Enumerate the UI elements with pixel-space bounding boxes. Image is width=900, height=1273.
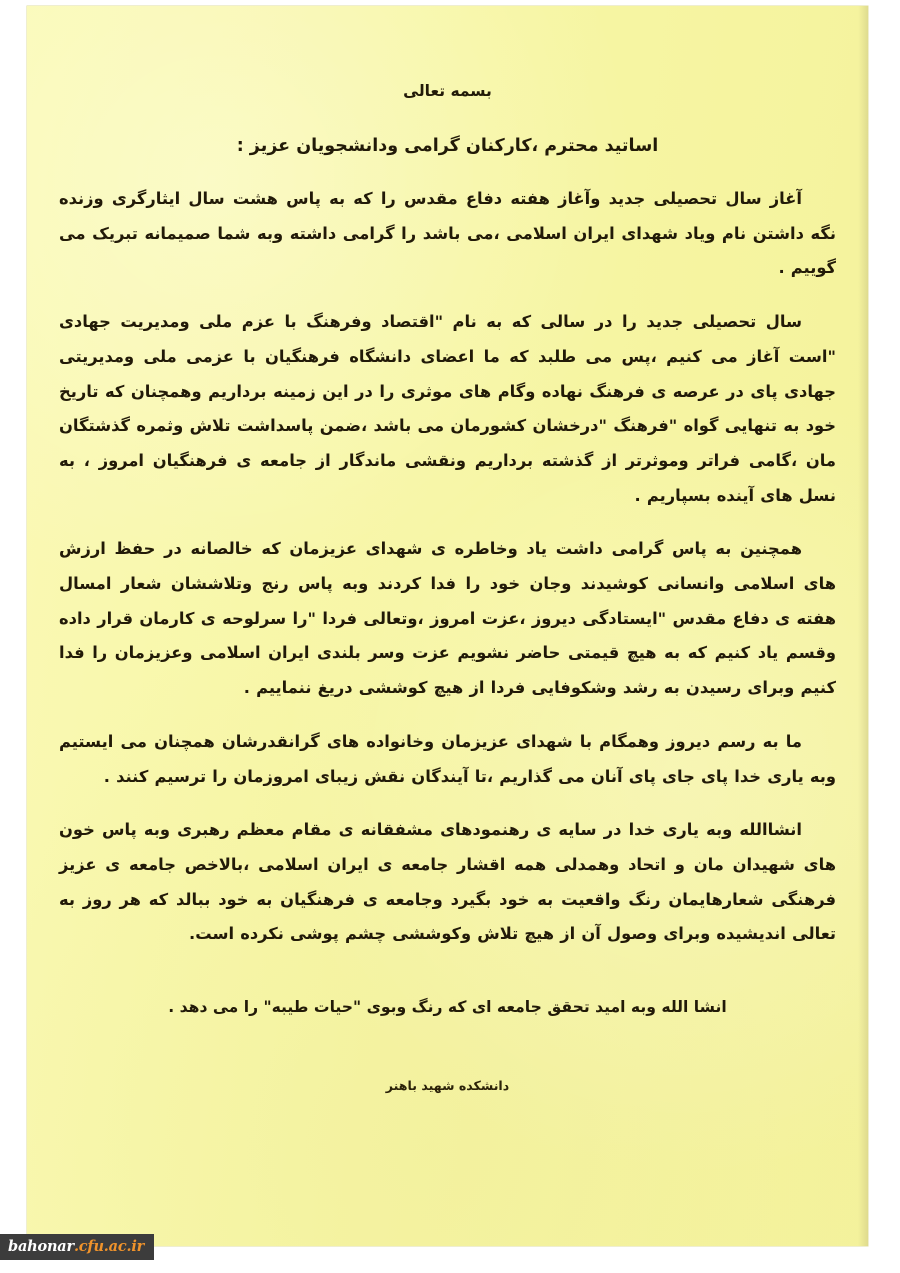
scanned-page <box>27 6 868 1246</box>
paragraph-2: سال تحصیلی جدید را در سالی که به نام "اقتصاد وفرهنگ با عزم ملی ومدیریت جهادی "است آغاز می کنیم ،پس می طلبد که ما اعضای دانشگاه فرهنگیان با عزمی ملی ومدیریتی جهادی پای در عرصه ی فرهنگ نهاده وگام های موثری را در این زمینه برداریم وهمچنان که تاریخ خود به تنهایی گواه "فرهنگ "درخشان کشورمان می باشد ،ضمن پاسداشت تلاش وثمره گذشتگان مان ،گامی فراتر وموثرتر از گذشته برداریم ونقشی ماندگار از جامعه ی فرهنگیان امروز ، به نسل های آینده بسپاریم . <box>59 312 836 505</box>
closing-line: انشا الله وبه امید تحقق جامعه ای که رنگ وبوی "حیات طیبه" را می دهد . <box>168 998 727 1017</box>
paragraph-3: همچنین به پاس گرامی داشت یاد وخاطره ی شهدای عزیزمان که خالصانه در حفظ ارزش های اسلامی وانسانی کوشیدند وجان خود را فدا کردند وبه پاس رنج وتلاششان شعار امسال هفته ی دفاع مقدس "ایستادگی دیروز ،عزت امروز ،وتعالی فردا "را سرلوحه ی کارمان قرار داده وقسم یاد کنیم که به هیچ قیمتی حاضر نشویم عزت وسر بلندی ایران اسلامی وعزیزمان را فدا کنیم وبرای رسیدن به رشد وشکوفایی فردا از هیچ کوششی دریغ ننماییم . <box>59 539 836 698</box>
bismillah-heading: بسمه تعالی <box>403 82 492 100</box>
signature-line: دانشکده شهید باهنر <box>385 1078 510 1094</box>
paragraph-1: آغاز سال تحصیلی جدید وآغاز هفته دفاع مقدس را که به پاس هشت سال ایثارگری وزنده نگه داشتن نام ویاد شهدای ایران اسلامی ،می باشد را گرامی داشته وبه شما صمیمانه تبریک می گوییم . <box>59 189 836 278</box>
paragraph-4: ما به رسم دیروز وهمگام با شهدای عزیزمان وخانواده های گرانقدرشان همچنان می ایستیم وبه یاری خدا پای جای پای آنان می گذاریم ،تا آیندگان نقش زیبای امروزمان را ترسیم کنند . <box>59 731 836 786</box>
watermark-site-domain: .cfu.ac.ir <box>73 1237 145 1255</box>
salutation-line: اساتید محترم ،کارکنان گرامی ودانشجویان عزیز : <box>236 136 659 156</box>
document-body <box>27 6 868 1246</box>
watermark-site-name: bahonar <box>8 1237 74 1255</box>
paragraph-5: انشاالله وبه یاری خدا در سایه ی رهنمودهای مشفقانه ی مقام معظم رهبری وبه پاس خون های شهیدان مان و اتحاد وهمدلی همه اقشار جامعه ی ایران اسلامی ،بالاخص جامعه ی عزیز فرهنگی شعارهایمان رنگ واقعیت به خود بگیرد وجامعه ی فرهنگیان به خود ببالد که هر روز به تعالی اندیشیده وبرای وصول آن از هیچ تلاش وکوششی چشم پوشی نکرده است. <box>59 820 836 944</box>
site-watermark <box>0 1234 154 1260</box>
